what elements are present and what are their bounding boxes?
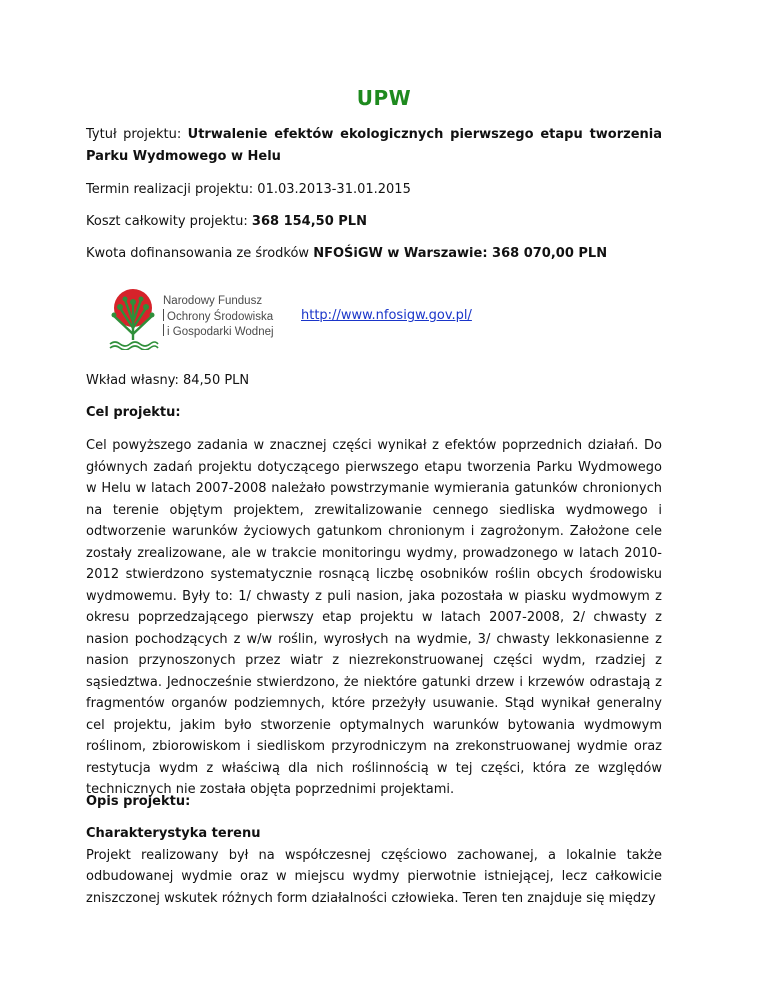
logo-row: [108, 288, 668, 358]
own-contribution: Wkład własny: 84,50 PLN: [86, 373, 250, 388]
nfosigw-link[interactable]: http://www.nfosigw.gov.pl/: [301, 308, 472, 323]
goal-heading-block: [86, 402, 662, 424]
logo-line-3: i Gospodarki Wodnej: [167, 326, 274, 338]
goal-text-block: [86, 435, 662, 801]
funding-value: NFOŚiGW w Warszawie: 368 070,00 PLN: [313, 246, 608, 261]
term-label: Termin realizacji projektu:: [86, 182, 258, 197]
project-title-value: Utrwalenie efektów ekologicznych pierwszego etapu tworzenia Parku Wydmowego w Helu: [86, 127, 663, 164]
description-heading: Opis projektu:: [86, 794, 191, 809]
term-value: 01.03.2013-31.01.2015: [257, 182, 411, 197]
cost-paragraph: [86, 211, 662, 233]
terrain-heading: Charakterystyka terenu: [86, 826, 261, 841]
terrain-block: [86, 823, 662, 909]
terrain-text: Projekt realizowany był na współczesnej częściowo zachowanej, a lokalnie także odbudowanej wydmie oraz w miejscu wydmy pierwotnie istniejącej, lecz całkowicie zniszczonej wskutek różnych form działalności człowieka. Teren ten znajduje się między: [86, 847, 662, 906]
own-contribution-paragraph: [86, 370, 662, 392]
term-paragraph: [86, 179, 662, 201]
nfosigw-logo-icon: [108, 288, 160, 350]
document-title: UPW: [356, 86, 412, 110]
logo-line-2: Ochrony Środowiska: [167, 310, 274, 323]
cost-label: Koszt całkowity projektu:: [86, 214, 252, 229]
project-title-paragraph: [86, 124, 662, 167]
logo-text: [163, 294, 274, 340]
logo-line-1: Narodowy Fundusz: [163, 295, 263, 307]
description-heading-block: [86, 791, 662, 813]
goal-text: Cel powyższego zadania w znacznej części wynikał z efektów poprzednich działań. Do głównych zadań projektu dotyczącego pierwszego etapu tworzenia Parku Wydmowego w Helu w latach 2007-2008 należało powstrzymanie wymierania gatunków chronionych na terenie objętym projektem, zrewitalizowanie cennego siedliska wydmowego i odtworzenie warunków życiowych gatunkom chronionym i zagrożonym. Założone cele zostały zrealizowane, ale w trakcie monitoringu wydmy, prowadzonego w latach 2010-2012 stwierdzono systematycznie rosnącą liczbę osobników roślin obcych środowisku wydmowemu. Były to: 1/ chwasty z puli nasion, jaka pozostała w piasku wydmowym z okresu poprzedzającego pierwszy etap projektu w latach 2007-2008, 2/ chwasty z nasion pochodzących z w/w roślin, wyrosłych na wydmie, 3/ chwasty lekkonasienne z nasion przynoszonych przez wiatr z niezrekonstruowanej części wydm, rzadziej z sąsiedztwa. Jednocześnie stwierdzono, że niektóre gatunki drzew i krzewów odrastają z fragmentów organów podziemnych, które przeżyły usuwanie. Stąd wynikał generalny cel projektu, jakim było stworzenie optymalnych warunków bytowania wydmowym roślinom, zbiorowiskom i siedliskom przyrodniczym na zrekonstruowanej wydmie oraz restytucja wydm z właściwą dla nich roślinnością w tej części, która ze względów technicznych nie została objęta poprzednimi projektami.: [86, 438, 662, 797]
cost-value: 368 154,50 PLN: [251, 214, 367, 229]
project-title-label: Tytuł projektu:: [86, 127, 188, 142]
goal-heading: Cel projektu:: [86, 405, 181, 420]
funding-paragraph: [86, 243, 662, 265]
nfosigw-logo: [108, 288, 288, 350]
funding-label: Kwota dofinansowania ze środków: [86, 246, 314, 261]
